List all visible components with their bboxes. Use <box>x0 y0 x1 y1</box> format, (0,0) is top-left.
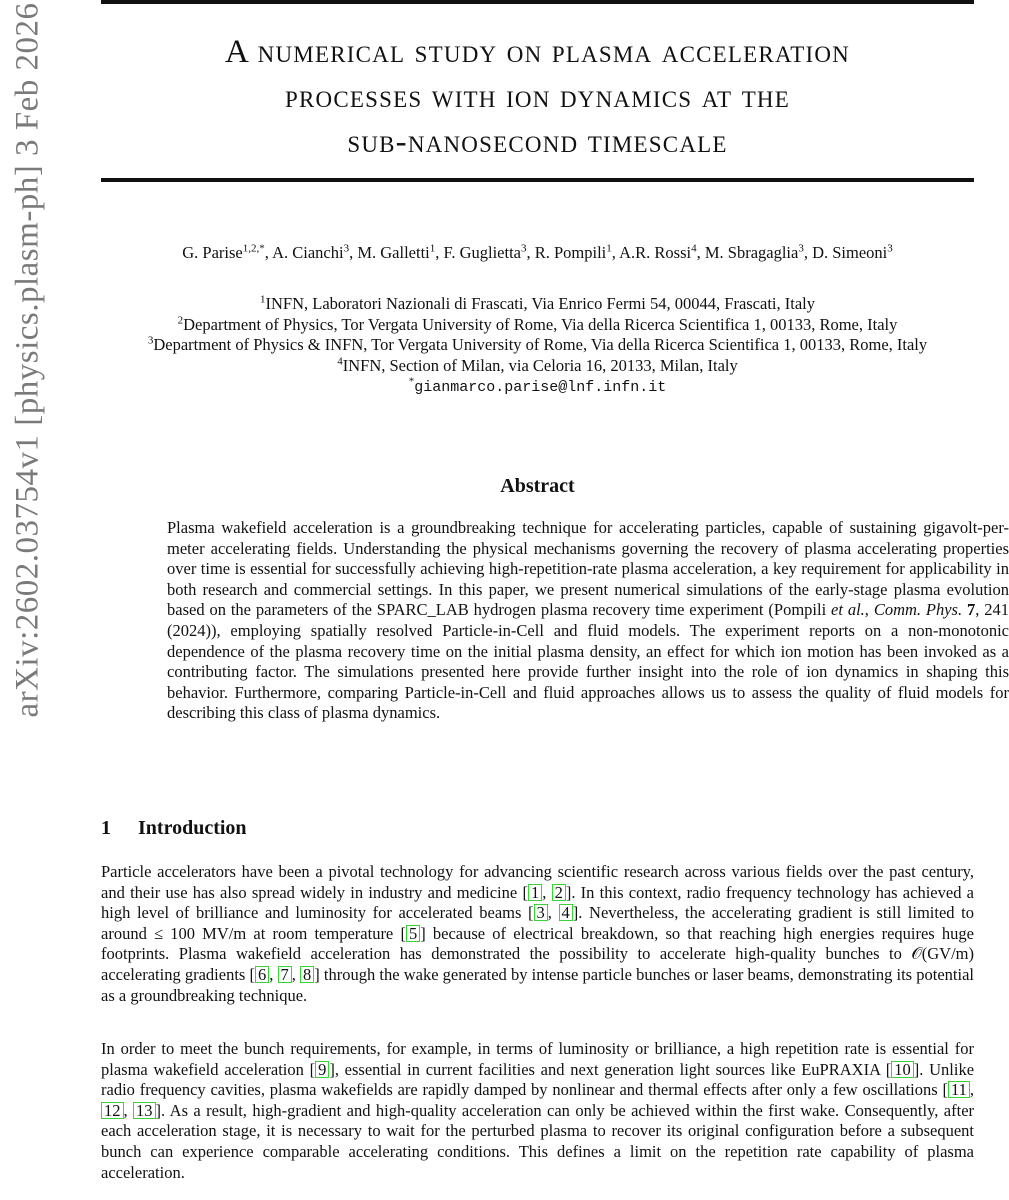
author: A. Cianchi$^3$ <box>272 242 350 262</box>
title-rule-bottom <box>101 178 974 182</box>
citation-link[interactable]: 13 <box>133 1102 156 1119</box>
author: M. Galletti$^1$ <box>357 242 436 262</box>
intro-paragraph-1: Particle accelerators have been a pivotal technology for advancing scientific research across various fields over the past century, and their use has also spread widely in industry and medicine [ 1 , 2 ]. In this context, radio frequency technology has achieved a high level of brilliance and luminosity for accelerated beams [ 3 , 4 ]. Nevertheless, the accelerating gradient is still limited to around ≤ 100 MV/m at room temperature [ 5 ] because of electrical breakdown, so that reaching high energies requires huge footprints. Plasma wakefield acceleration has demonstrated the possibility to accelerate high-quality bunches to 𝒪(GV/m) accelerating gradients [ 6 , 7 , 8 ] through the wake generated by intense particle bunches or laser beams, demonstrating its potential as a groundbreaking technique. <box>101 862 975 1005</box>
section-heading-introduction: 1 Introduction <box>101 817 247 839</box>
corresponding-email[interactable]: *gianmarco.parise@lnf.infn.it <box>408 375 667 396</box>
citation-link[interactable]: 7 <box>278 966 292 983</box>
author: F. Guglietta$^3$ <box>443 242 527 262</box>
citation-link[interactable]: 3 <box>534 904 548 921</box>
author-list: G. Parise$^{1,2,*}$, A. Cianchi$^3$, M. Galletti$^1$, F. Guglietta$^3$, R. Pompili$^1$, A.R. Rossi$^4$, M. Sbragaglia$^3$, D. Simeoni$^3$ <box>182 242 893 262</box>
arxiv-id-text: arXiv:2602.03754v1 [physics.plasm-ph] 3 Feb 2026 <box>9 2 46 718</box>
citation-link[interactable]: 2 <box>552 884 566 901</box>
citation-link[interactable]: 5 <box>406 925 420 942</box>
intro-paragraph-2: In order to meet the bunch requirements, for example, in terms of luminosity or brilliance, a high repetition rate is essential for plasma wakefield acceleration [ 9 ], essential in current facilities and next generation light sources like EuPRAXIA [ 10 ]. Unlike radio frequency cavities, plasma wakefields are rapidly damped by nonlinear and thermal effects after only a few oscillations [ 11 , 12 , 13 ]. As a result, high-gradient and high-quality acceleration can only be achieved within the first wake. Consequently, after each acceleration stage, it is necessary to wait for the perturbed plasma to recover its original configuration before a subsequent bunch can experience comparable accelerating conditions. This defines a limit on the repetition rate capability of plasma acceleration. <box>101 1039 975 1182</box>
title-rule-top <box>101 0 974 4</box>
title-line-1: A numerical study on plasma acceleration <box>225 34 850 70</box>
affiliation: $^1$INFN, Laboratori Nazionali di Frascati, Via Enrico Fermi 54, 00044, Frascati, Italy <box>260 293 815 313</box>
citation-link[interactable]: 8 <box>300 966 314 983</box>
affiliation: $^4$INFN, Section of Milan, via Celoria 16, 20133, Milan, Italy <box>337 355 738 375</box>
author: R. Pompili$^1$ <box>534 242 612 262</box>
author: D. Simeoni$^3$ <box>812 242 893 262</box>
citation-link[interactable]: 10 <box>891 1061 914 1078</box>
paper-title <box>101 30 974 165</box>
affiliation-list <box>101 294 974 399</box>
affiliation: $^2$Department of Physics, Tor Vergata University of Rome, Via della Ricerca Scientifica 1, 00133, Rome, Italy <box>177 314 898 334</box>
abstract-body: Plasma wakefield acceleration is a groundbreaking technique for accelerating particles, capable of sustaining gigavolt-per-meter accelerating fields. Understanding the physical mechanisms governing the recovery of plasma accelerating properties over time is essential for successfully achieving high-repetition-rate plasma acceleration, a key requirement for applicability in both research and commercial settings. In this paper, we present numerical simulations of the early-stage plasma evolution based on the parameters of the SPARC_LAB hydrogen plasma recovery time experiment (Pompili et al., Comm. Phys. 7, 241 (2024)), employing spatially resolved Particle-in-Cell and fluid models. The experiment reports on a non-monotonic dependence of the plasma recovery time on the initial plasma density, an effect for which ion motion has been invoked as a contributing factor. The simulations presented here provide further insight into the role of ion dynamics in shaping this behavior. Furthermore, comparing Particle-in-Cell and fluid approaches allows us to assess the quality of fluid models for describing this class of plasma dynamics. <box>167 518 1009 723</box>
citation-link[interactable]: 9 <box>315 1061 329 1078</box>
author: A.R. Rossi$^4$ <box>619 242 697 262</box>
title-line-2: processes with ion dynamics at the <box>284 79 790 115</box>
affiliation: $^3$Department of Physics & INFN, Tor Vergata University of Rome, Via della Ricerca Scientifica 1, 00133, Rome, Italy <box>147 334 928 354</box>
author: G. Parise$^{1,2,*}$ <box>182 242 265 262</box>
arxiv-identifier-stamp <box>8 0 48 720</box>
citation-link[interactable]: 6 <box>255 966 269 983</box>
citation-link[interactable]: 4 <box>559 904 573 921</box>
citation-link[interactable]: 11 <box>948 1081 970 1098</box>
citation-link[interactable]: 1 <box>528 884 542 901</box>
title-line-3: sub-nanosecond timescale <box>347 124 728 160</box>
author: M. Sbragaglia$^3$ <box>704 242 804 262</box>
abstract-heading: Abstract <box>500 475 575 497</box>
citation-link[interactable]: 12 <box>101 1102 124 1119</box>
